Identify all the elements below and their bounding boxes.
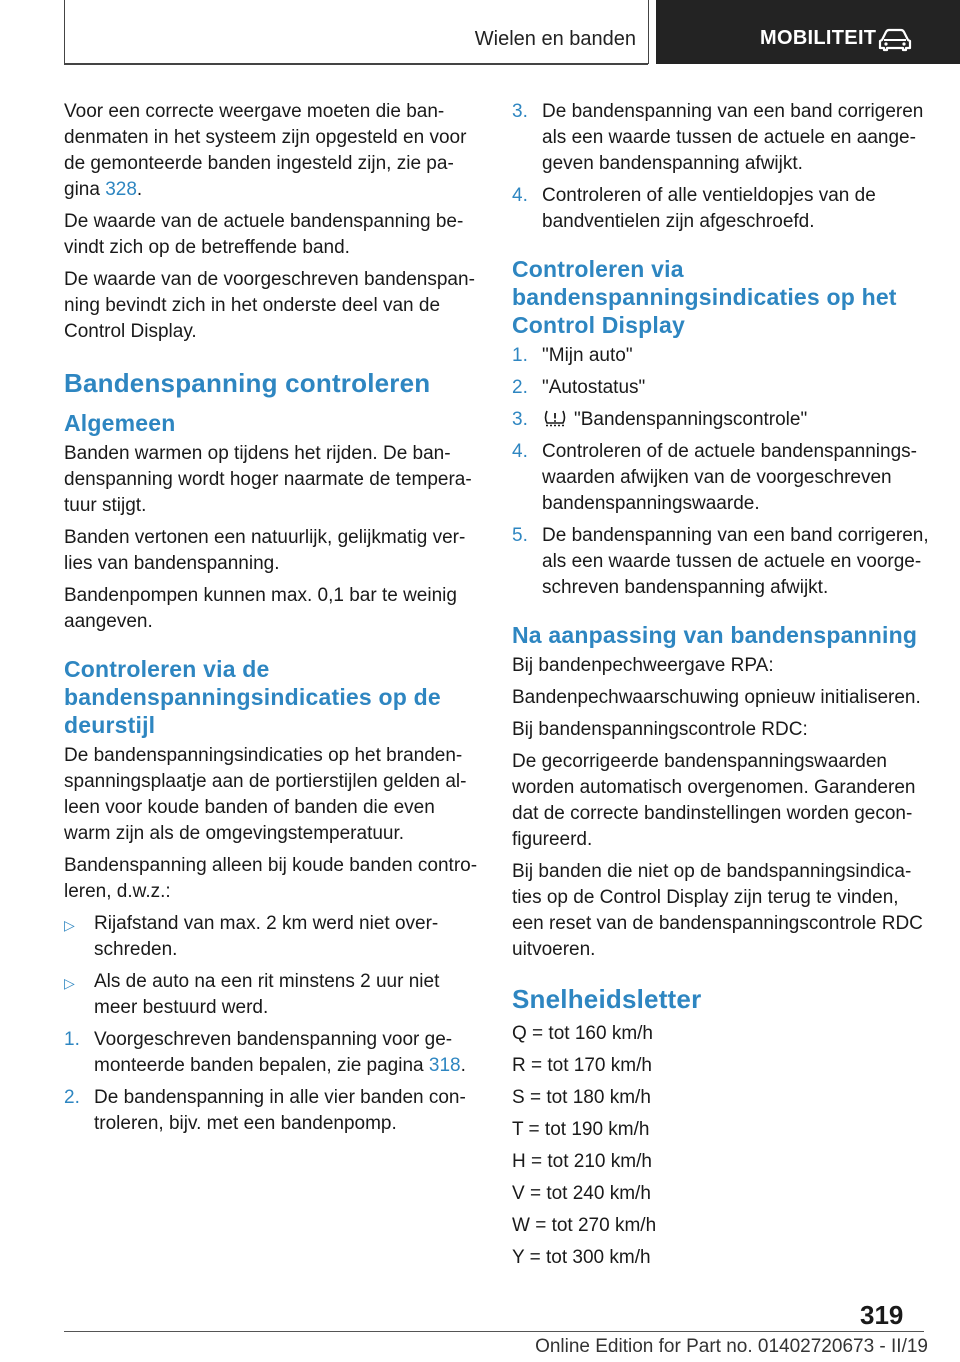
- door-paragraph-1: De bandenspanningsindicaties op het brandenspanningsplaatje aan de portierstijlen gelden alleen voor koude banden of banden die even warm zijn als de omgevingstemperatuur.: [64, 745, 467, 844]
- step-number: 4.: [512, 185, 528, 206]
- right-column: [512, 99, 932, 1277]
- intro-paragraph-1: [64, 99, 480, 203]
- step-item: [512, 375, 932, 401]
- intro-text: Voor een correcte weergave moeten die bandenmaten in het systeem zijn opgesteld en voor de gemonteerde banden ingesteld zijn, zie pagina: [64, 101, 467, 200]
- triangle-bullet-icon: ▷: [64, 917, 75, 933]
- step-number: 3.: [512, 409, 528, 430]
- step-number: 4.: [512, 441, 528, 462]
- left-column: [64, 99, 480, 1143]
- after-paragraph: Bij bandenspanningscontrole RDC:: [512, 719, 808, 740]
- after-paragraph: De gecorrigeerde bandenspanningswaarden worden automatisch overgenomen. Garanderen dat de correcte bandinstellingen worden geconfigureerd.: [512, 751, 916, 850]
- page-number: 319: [860, 1300, 904, 1330]
- after-paragraph: Bandenpechwaarschuwing opnieuw initialiseren.: [512, 687, 921, 708]
- header-section-title: Wielen en banden: [474, 28, 636, 50]
- door-paragraph-2: Bandenspanning alleen bij koude banden controleren, d.w.z.:: [64, 855, 478, 902]
- step-item: [512, 183, 932, 235]
- step-number: 1.: [512, 345, 528, 366]
- speed-rating-item: V = tot 240 km/h: [512, 1183, 651, 1204]
- step-text: Controleren of alle ventieldopjes van de bandventielen zijn afgeschroefd.: [542, 185, 876, 232]
- step-number: 2.: [512, 377, 528, 398]
- step-text: "Mijn auto": [542, 345, 633, 366]
- chapter-tab-label: MOBILITEIT: [760, 27, 877, 49]
- heading-general: Algemeen: [64, 410, 176, 436]
- general-paragraph-3: Bandenpompen kunnen max. 0,1 bar te weinig aangeven.: [64, 585, 457, 632]
- header-divider: [648, 0, 649, 64]
- step-text: De bandenspanning van een band corrigeren als een waarde tussen de actuele en aangegeven bandenspanning afwijkt.: [542, 101, 924, 174]
- triangle-bullet-icon: ▷: [64, 975, 75, 991]
- step-text: De bandenspanning in alle vier banden controleren, bijv. met een bandenpomp.: [94, 1087, 466, 1134]
- heading-check-pressure: Bandenspanning controleren: [64, 368, 431, 398]
- check-steps: [64, 1027, 480, 1137]
- step-item: [512, 439, 932, 517]
- footer-edition: Online Edition for Part no. 01402720673 - II/19: [535, 1336, 928, 1357]
- step-item: [512, 407, 932, 433]
- heading-door-pillar: Controleren via de bandenspanningsindicaties op de deurstijl: [64, 656, 441, 738]
- step-text: Voorgeschreven bandenspanning voor gemonteerde banden bepalen, zie pagina: [94, 1029, 453, 1076]
- list-item-text: Als de auto na een rit minstens 2 uur niet meer bestuurd werd.: [94, 971, 440, 1018]
- speed-rating-list: [512, 1021, 932, 1271]
- speed-rating-item: H = tot 210 km/h: [512, 1151, 652, 1172]
- check-steps-continued: [512, 99, 932, 235]
- footer-rule: [64, 1331, 924, 1332]
- condition-list: [64, 911, 480, 1021]
- step-text: "Bandenspanningscontrole": [574, 409, 808, 430]
- header-bottom-rule: [64, 63, 648, 65]
- step-number: 5.: [512, 525, 528, 546]
- step-item: [64, 1027, 480, 1079]
- general-paragraph-1: Banden warmen op tijdens het rijden. De bandenspanning wordt hoger naarmate de temperatuur stijgt.: [64, 443, 472, 516]
- step-text: De bandenspanning van een band corrigeren, als een waarde tussen de actuele en voorgeschreven bandenspanning afwijkt.: [542, 525, 929, 598]
- speed-rating-item: W = tot 270 km/h: [512, 1215, 657, 1236]
- step-item: [512, 99, 932, 177]
- after-paragraph: Bij banden die niet op de bandspanningsindicaties op de Control Display zijn terug te vinden, een reset van de bandenspanningscontrole RDC uitvoeren.: [512, 861, 923, 960]
- step-text: Controleren of de actuele bandenspanningswaarden afwijken van de voorgeschreven bandenspanningswaarde.: [542, 441, 917, 514]
- step-item: [512, 523, 932, 601]
- step-number: 3.: [512, 101, 528, 122]
- header-left-rule: [64, 0, 65, 64]
- intro-paragraph-3: De waarde van de voorgeschreven bandenspanning bevindt zich in het onderste deel van de Control Display.: [64, 269, 475, 342]
- speed-rating-item: Q = tot 160 km/h: [512, 1023, 653, 1044]
- speed-rating-item: S = tot 180 km/h: [512, 1087, 651, 1108]
- step-item: [512, 343, 932, 369]
- control-display-steps: [512, 343, 932, 601]
- general-paragraph-2: Banden vertonen een natuurlijk, gelijkmatig verlies van bandenspanning.: [64, 527, 466, 574]
- chapter-tab[interactable]: [656, 0, 960, 64]
- car-icon: [878, 28, 912, 52]
- step-number: 2.: [64, 1087, 80, 1108]
- step-punct: .: [460, 1055, 466, 1076]
- page-link-318[interactable]: 318: [428, 1055, 461, 1076]
- speed-rating-item: T = tot 190 km/h: [512, 1119, 650, 1140]
- heading-speed-rating: Snelheidsletter: [512, 984, 702, 1014]
- step-number: 1.: [64, 1029, 80, 1050]
- heading-control-display: Controleren via bandenspanningsindicaties op het Control Display: [512, 256, 897, 338]
- tyre-pressure-warning-icon: [542, 409, 568, 427]
- step-item: [64, 1085, 480, 1137]
- speed-rating-item: Y = tot 300 km/h: [512, 1247, 651, 1268]
- page-link-328[interactable]: 328: [105, 179, 137, 200]
- list-item-text: Rijafstand van max. 2 km werd niet overschreden.: [94, 913, 439, 960]
- list-item: [64, 911, 480, 963]
- list-item: [64, 969, 480, 1021]
- speed-rating-item: R = tot 170 km/h: [512, 1055, 652, 1076]
- intro-paragraph-2: De waarde van de actuele bandenspanning bevindt zich op de betreffende band.: [64, 211, 464, 258]
- intro-punct: .: [136, 179, 143, 200]
- heading-after-adjusting: Na aanpassing van bandenspanning: [512, 622, 918, 648]
- after-paragraph: Bij bandenpechweergave RPA:: [512, 655, 774, 676]
- step-text: "Autostatus": [542, 377, 646, 398]
